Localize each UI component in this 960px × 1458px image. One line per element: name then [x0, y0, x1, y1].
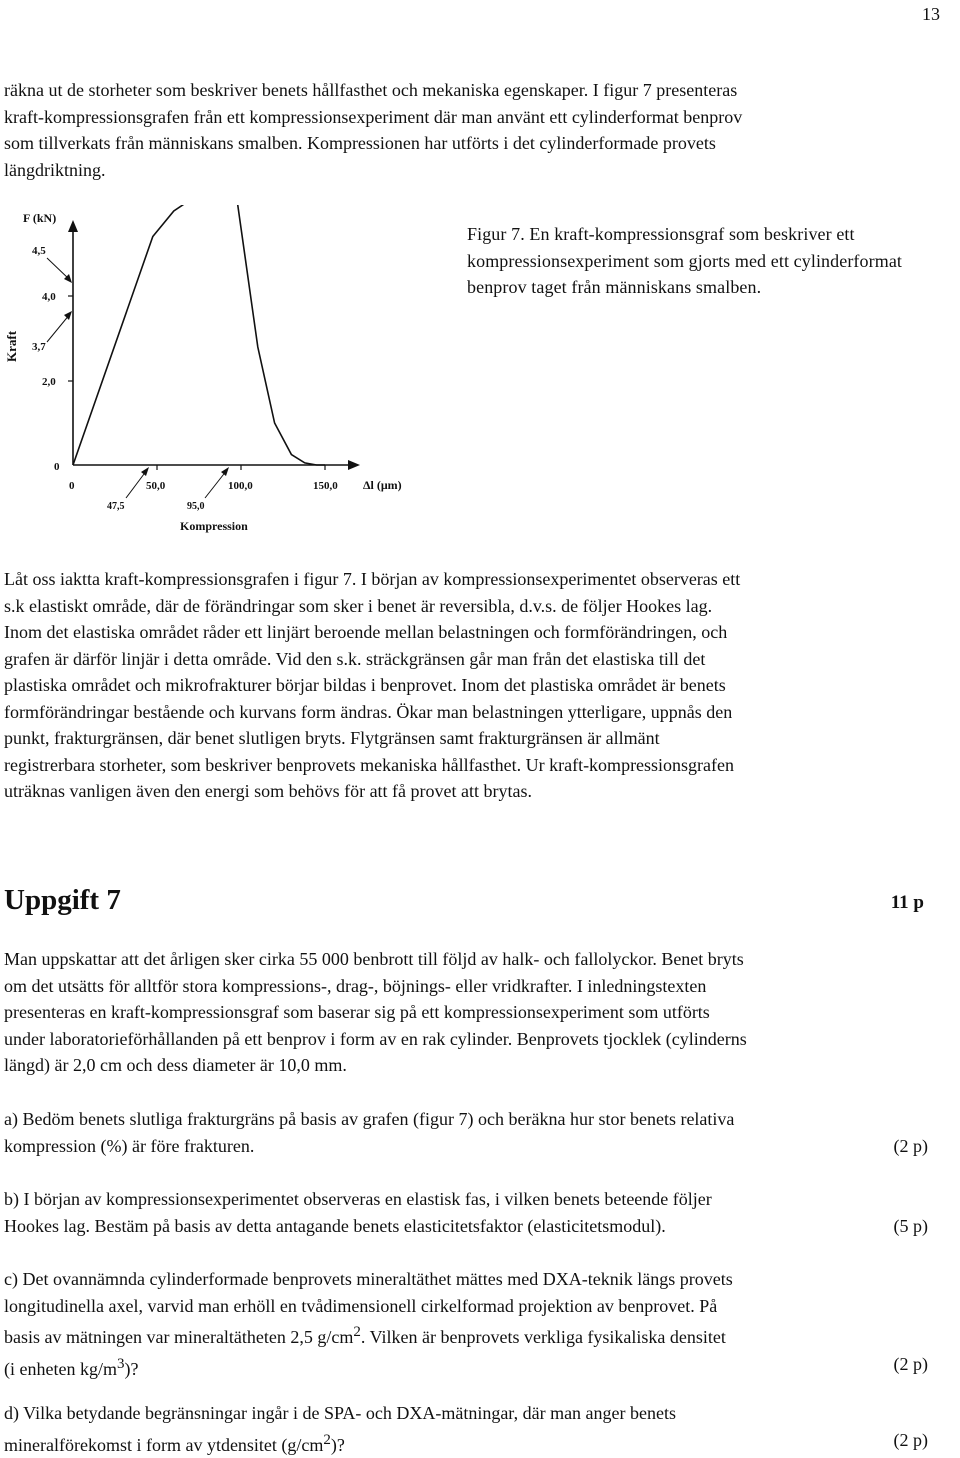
x-axis-title: Δl (μm)	[363, 478, 402, 492]
body-line: registrerbara storheter, som beskriver benprovets mekaniska hållfasthet. Ur kraft-kompressionsgrafen	[4, 752, 952, 779]
body-line: formförändringar bestående och kurvans form ändras. Ökar man belastningen ytterligare, uppnås den	[4, 699, 952, 726]
question-b	[4, 1186, 928, 1239]
task-title: Uppgift 7	[4, 884, 121, 917]
question-d	[4, 1400, 928, 1458]
y-tick-label: 2,0	[42, 376, 56, 388]
question-b-points: (5 p)	[894, 1213, 929, 1240]
x-leader-475-arrow	[141, 467, 149, 476]
intro-paragraph	[4, 77, 952, 183]
body-line: uträknas vanligen även den energi som behövs för att få provet att brytas.	[4, 778, 952, 805]
y-axis-title: F (kN)	[23, 211, 56, 225]
x-axis-label: Kompression	[180, 519, 248, 533]
x-tick-label: 0	[69, 480, 75, 492]
question-d-line: d) Vilka betydande begränsningar ingår i de SPA- och DXA-mätningar, där man anger benets	[4, 1400, 928, 1427]
x-tick-label: 50,0	[146, 480, 166, 492]
question-c-line: (i enheten $kg/m^3$)?	[4, 1351, 138, 1383]
task-intro-line: under laboratorieförhållanden på ett benprov i form av en rak cylinder. Benprovets tjocklek (cylinderns	[4, 1026, 958, 1053]
x-axis-arrow	[348, 460, 360, 470]
question-c-line: longitudinella axel, varvid man erhöll en tvådimensionell cirkelformad projektion av benprovet. På	[4, 1293, 928, 1320]
body-paragraph	[4, 566, 952, 805]
x-minor-tick-label: 47,5	[107, 501, 125, 512]
body-line: Låt oss iaktta kraft-kompressionsgrafen i figur 7. I början av kompressionsexperimentet observeras ett	[4, 566, 952, 593]
question-c-line: c) Det ovannämnda cylinderformade benprovets mineraltäthet mättes med DXA-teknik längs provets	[4, 1266, 928, 1293]
intro-line: räkna ut de storheter som beskriver benets hållfasthet och mekaniska egenskaper. I figur 7 presenteras	[4, 77, 952, 104]
intro-line: kraft-kompressionsgrafen från ett kompressionsexperiment där man använt ett cylinderformat benprov	[4, 104, 952, 131]
y-leader-37-arrow	[64, 311, 72, 320]
x-leader-95	[205, 470, 227, 498]
task-intro-line: Man uppskattar att det årligen sker cirka 55 000 benbrott till följd av halk- och fallolyckor. Benet bryts	[4, 946, 958, 973]
intro-line: längdriktning.	[4, 157, 952, 184]
question-a-line: kompression (%) är före frakturen.	[4, 1133, 254, 1160]
question-d-points: (2 p)	[894, 1427, 929, 1458]
y-axis-arrow	[68, 220, 78, 232]
task-intro	[4, 946, 958, 1079]
y-tick-label: 3,7	[32, 341, 46, 353]
question-a-points: (2 p)	[894, 1133, 929, 1160]
figure-caption: Figur 7. En kraft-kompressionsgraf som beskriver ett kompressionsexperiment som gjorts med ett cylinderformat benprov taget från människans smalben.	[467, 221, 927, 301]
x-tick-label: 100,0	[228, 480, 253, 492]
question-c-points: (2 p)	[894, 1351, 929, 1383]
task-intro-line: om det utsätts för alltför stora kompressions-, drag-, böjnings- eller vridkrafter. I inledningstexten	[4, 973, 958, 1000]
y-tick-label: 4,0	[42, 291, 56, 303]
body-line: Inom det elastiska området råder ett linjärt beroende mellan belastningen och formförändringen, och	[4, 619, 952, 646]
task-points: 11 p	[891, 892, 924, 914]
question-a	[4, 1106, 928, 1159]
question-d-line: mineralförekomst i form av ytdensitet $(g/cm^2)$?	[4, 1427, 345, 1458]
question-b-line: Hookes lag. Bestäm på basis av detta antagande benets elasticitetsfaktor (elasticitetsmodul).	[4, 1213, 666, 1240]
body-line: grafen är därför linjär i detta område. Vid den s.k. sträckgränsen går man från det elastiska till det	[4, 646, 952, 673]
y-leader-37	[47, 314, 70, 342]
question-c	[4, 1266, 928, 1382]
y-tick-label: 0	[54, 461, 60, 473]
question-c-line: basis av mätningen var mineraltätheten 2,5 $g/cm^2$. Vilken är benprovets verkliga fysikaliska densitet	[4, 1319, 928, 1351]
body-line: plastiska området och mikrofrakturer börjar bildas i benprovet. Inom det plastiska området är benets	[4, 672, 952, 699]
x-tick-label: 150,0	[313, 480, 338, 492]
force-compression-chart	[0, 205, 430, 540]
task-intro-line: presenteras en kraft-kompressionsgraf som baserar sig på ett kompressionsexperiment som utförts	[4, 999, 958, 1026]
question-b-line: b) I början av kompressionsexperimentet observeras en elastisk fas, i vilken benets beteende följer	[4, 1186, 928, 1213]
page-number: 13	[922, 4, 940, 25]
force-compression-curve	[73, 205, 325, 465]
question-a-line: a) Bedöm benets slutliga frakturgräns på basis av grafen (figur 7) och beräkna hur stor benets relativa	[4, 1106, 928, 1133]
intro-line: som tillverkats från människans smalben. Kompressionen har utförts i det cylinderformade provets	[4, 130, 952, 157]
x-leader-95-arrow	[221, 467, 229, 476]
y-axis-label: Kraft	[4, 330, 19, 362]
body-line: s.k elastiskt område, där de förändringar som sker i benet är reversibla, d.v.s. de följer Hookes lag.	[4, 593, 952, 620]
task-intro-line: längd) är 2,0 cm och dess diameter är 10,0 mm.	[4, 1052, 958, 1079]
body-line: punkt, frakturgränsen, där benet slutligen bryts. Flytgränsen samt frakturgränsen är allmänt	[4, 725, 952, 752]
y-tick-label: 4,5	[32, 245, 46, 257]
x-minor-tick-label: 95,0	[187, 501, 205, 512]
